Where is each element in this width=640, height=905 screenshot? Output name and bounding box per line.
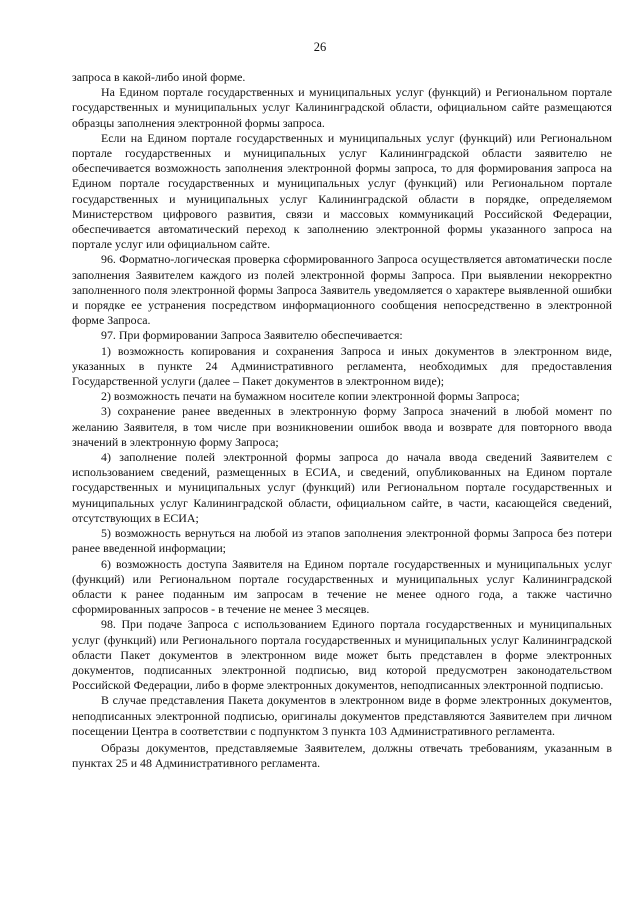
paragraph-4: 97. При формировании Запроса Заявителю обеспечивается: [101,328,403,343]
page-number: 26 [313,40,327,54]
paragraph-13: Образы документов, представляемые Заявителем, должны отвечать требованиям, указанным в пунктах 25 и 48 Административного регламента. [72,740,612,771]
paragraph-8: 4) заполнение полей электронной формы запроса до начала ввода сведений Заявителем с использованием сведений, размещенных в ЕСИА, и сведений, опубликованных на Едином портале государственных и муниципальных услуг (функций) или Региональном портале государственных и муниципальных услуг Калининградской области, официальном сайте, в части, касающейся сведений, отсутствующих в ЕСИА; [72,450,612,525]
paragraph-2: Если на Едином портале государственных и муниципальных услуг (функций) или Региональном портале государственных и муниципальных услуг Калининградской области заявителю не обеспечивается возможность заполнения электронной формы запроса, то для формирования запроса на Едином портале государственных и муниципальных услуг (функций) или Региональном портале государственных и муниципальных услуг Калининградской области в порядке, определяемом Министерством цифрового развития, связи и массовых коммуникаций Российской Федерации, обеспечивается автоматический переход к заполнению электронной формы указанного запроса на портале услуг или официальном сайте. [72,130,612,252]
paragraph-9: 5) возможность вернуться на любой из этапов заполнения электронной формы Запроса без потери ранее введенной информации; [72,526,612,556]
paragraph-7: 3) сохранение ранее введенных в электронную форму Запроса значений в любой момент по желанию Заявителя, в том числе при возникновении ошибок ввода и возврате для повторного ввода значений в электронную форму Запроса; [72,404,612,449]
paragraph-3: 96. Форматно-логическая проверка сформированного Запроса осуществляется автоматически после заполнения Заявителем каждого из полей электронной формы Запроса. При выявлении некорректно заполненного поля электронной формы Запроса Заявитель уведомляется о характере выявленной ошибки и порядке ее устранения посредством информационного сообщения непосредственно в электронной форме Запроса. [72,252,612,328]
paragraph-5: 1) возможность копирования и сохранения Запроса и иных документов в электронном виде, указанных в пункте 24 Административного регламента, необходимых для предоставления Государственной услуги (далее – Пакет документов в электронном виде); [72,343,612,389]
paragraph-10: 6) возможность доступа Заявителя на Едином портале государственных и муниципальных услуг (функций) или Региональном портале государственных и муниципальных услуг Калининградской области к ранее поданным им запросам в течение не менее одного года, а также частично сформированных запросов - в течение не менее 3 месяцев. [72,556,612,617]
document-body [72,70,612,771]
paragraph-11: 98. При подаче Запроса с использованием Единого портала государственных и муниципальных услуг (функций) или Регионального портала государственных и муниципальных услуг Калининградской области Пакет документов в электронном виде может быть представлен в форме электронных документов, подписанных электронной подписью, вид которой предусмотрен законодательством Российской Федерации, либо в форме электронных документов, неподписанных электронной подписью. [72,617,612,693]
paragraph-12: В случае представления Пакета документов в электронном виде в форме электронных документов, неподписанных электронной подписью, оригиналы документов представляются Заявителем при личном посещении Центра в соответствии с подпунктом 3 пункта 103 Административного регламента. [72,693,612,738]
paragraph-1: На Едином портале государственных и муниципальных услуг (функций) и Региональном портале государственных и муниципальных услуг Калининградской области, официальном сайте размещаются образцы заполнения электронной формы запроса. [72,85,612,130]
paragraph-6: 2) возможность печати на бумажном носителе копии электронной формы Запроса; [101,389,520,404]
paragraph-0: запроса в какой-либо иной форме. [72,70,246,84]
